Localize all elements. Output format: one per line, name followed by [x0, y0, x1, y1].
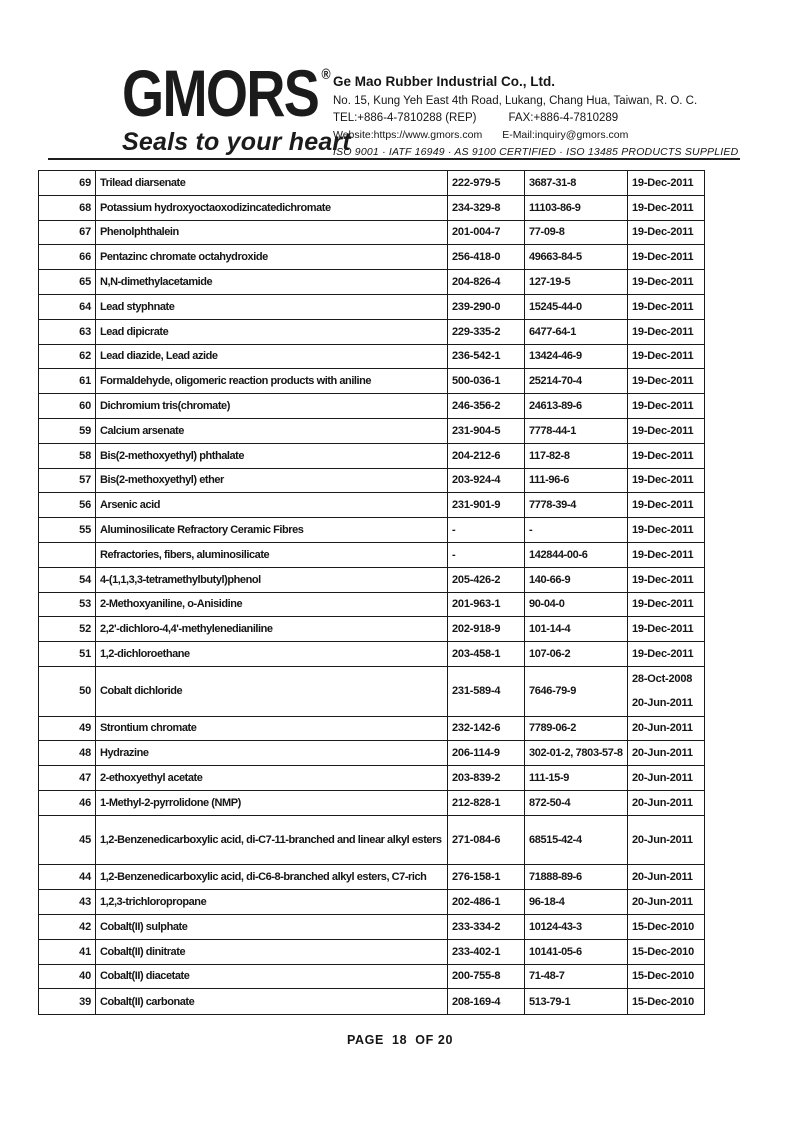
substance-name-cell: Calcium arsenate	[95, 419, 447, 443]
date-cell	[627, 915, 704, 939]
date-value: 15-Dec-2010	[632, 920, 695, 933]
substance-name-cell: Formaldehyde, oligomeric reaction products with aniline	[95, 369, 447, 393]
ec-number-cell: 239-290-0	[447, 295, 524, 319]
ec-number-cell: 201-963-1	[447, 593, 524, 617]
substance-name-cell: 1,2,3-trichloropropane	[95, 890, 447, 914]
cas-number-cell: 71888-89-6	[524, 865, 627, 889]
row-number-cell: 40	[79, 970, 91, 983]
date-cell	[627, 493, 704, 517]
cas-number-cell: 68515-42-4	[524, 816, 627, 865]
substance-name-cell: 2-Methoxyaniline, o-Anisidine	[95, 593, 447, 617]
table-row	[39, 717, 704, 742]
row-number-cell: 60	[79, 400, 91, 413]
ec-number-cell: 201-004-7	[447, 221, 524, 245]
cas-number-cell: 7778-39-4	[524, 493, 627, 517]
company-website: Website:https://www.gmors.com	[333, 129, 483, 141]
table-row	[39, 419, 704, 444]
date-value: 19-Dec-2011	[632, 499, 694, 512]
row-number-cell: 48	[79, 747, 91, 760]
date-value: 19-Dec-2011	[632, 548, 694, 561]
table-row	[39, 940, 704, 965]
date-cell	[627, 444, 704, 468]
date-cell	[627, 394, 704, 418]
date-cell	[627, 295, 704, 319]
cas-number-cell: 107-06-2	[524, 642, 627, 666]
cas-number-cell: 49663-84-5	[524, 245, 627, 269]
ec-number-cell: 233-402-1	[447, 940, 524, 964]
ec-number-cell: -	[447, 543, 524, 567]
ec-number-cell: 229-335-2	[447, 320, 524, 344]
substance-name-cell: Bis(2-methoxyethyl) ether	[95, 469, 447, 493]
substance-name-cell: Cobalt(II) sulphate	[95, 915, 447, 939]
table-row	[39, 444, 704, 469]
date-value: 19-Dec-2011	[632, 474, 694, 487]
date-cell	[627, 196, 704, 220]
cas-number-cell: 127-19-5	[524, 270, 627, 294]
substance-name-cell: Phenolphthalein	[95, 221, 447, 245]
table-row	[39, 171, 704, 196]
date-cell	[627, 419, 704, 443]
date-value: 20-Jun-2011	[632, 747, 693, 760]
company-fax: FAX:+886-4-7810289	[508, 112, 619, 124]
date-value: 19-Dec-2011	[632, 226, 694, 239]
date-cell	[627, 791, 704, 815]
substance-name-cell: N,N-dimethylacetamide	[95, 270, 447, 294]
company-address: No. 15, Kung Yeh East 4th Road, Lukang, Chang Hua, Taiwan, R. O. C.	[333, 95, 698, 107]
ec-number-cell: 271-084-6	[447, 816, 524, 865]
date-value: 19-Dec-2011	[632, 300, 694, 313]
company-email: E-Mail:inquiry@gmors.com	[502, 129, 629, 141]
cas-number-cell: 7646-79-9	[524, 667, 627, 716]
row-number-cell: 46	[79, 796, 91, 809]
ec-number-cell: 231-589-4	[447, 667, 524, 716]
date-cell	[627, 221, 704, 245]
ec-number-cell: 203-924-4	[447, 469, 524, 493]
table-row	[39, 221, 704, 246]
date-value: 19-Dec-2011	[632, 375, 694, 388]
date-value: 19-Dec-2011	[632, 400, 694, 413]
substance-name-cell: Hydrazine	[95, 741, 447, 765]
cas-number-cell: 111-15-9	[524, 766, 627, 790]
cas-number-cell: 872-50-4	[524, 791, 627, 815]
logo-wordmark-row	[122, 56, 331, 130]
company-contact-line	[333, 112, 733, 124]
row-number-cell: 63	[79, 325, 91, 338]
date-cell	[627, 543, 704, 567]
date-cell	[627, 940, 704, 964]
date-cell	[627, 568, 704, 592]
row-number-cell: 59	[79, 424, 91, 437]
date-cell	[627, 245, 704, 269]
date-value: 19-Dec-2011	[632, 251, 694, 264]
date-value: 19-Dec-2011	[632, 524, 694, 537]
date-value: 20-Jun-2011	[632, 697, 693, 710]
table-row	[39, 642, 704, 667]
ec-number-cell: 204-826-4	[447, 270, 524, 294]
substance-name-cell: 2-ethoxyethyl acetate	[95, 766, 447, 790]
date-value: 19-Dec-2011	[632, 176, 694, 189]
substance-name-cell: 2,2'-dichloro-4,4'-methylenedianiline	[95, 617, 447, 641]
date-value: 20-Jun-2011	[632, 871, 693, 884]
row-number-cell: 55	[79, 524, 91, 537]
cas-number-cell: 140-66-9	[524, 568, 627, 592]
date-cell	[627, 171, 704, 195]
date-value: 15-Dec-2010	[632, 995, 695, 1008]
date-cell	[627, 345, 704, 369]
table-row	[39, 890, 704, 915]
table-row	[39, 617, 704, 642]
cas-number-cell: 90-04-0	[524, 593, 627, 617]
date-cell	[627, 766, 704, 790]
substance-name-cell: 1,2-dichloroethane	[95, 642, 447, 666]
date-value: 19-Dec-2011	[632, 424, 694, 437]
cas-number-cell: 7778-44-1	[524, 419, 627, 443]
date-cell	[627, 741, 704, 765]
row-number-cell: 44	[79, 871, 91, 884]
date-value: 19-Dec-2011	[632, 276, 694, 289]
date-value: 19-Dec-2011	[632, 350, 694, 363]
ec-number-cell: 203-839-2	[447, 766, 524, 790]
cas-number-cell: 117-82-8	[524, 444, 627, 468]
cas-number-cell: 25214-70-4	[524, 369, 627, 393]
table-row	[39, 394, 704, 419]
ec-number-cell: 205-426-2	[447, 568, 524, 592]
cas-number-cell: 11103-86-9	[524, 196, 627, 220]
date-value: 19-Dec-2011	[632, 449, 694, 462]
substance-name-cell: 1,2-Benzenedicarboxylic acid, di-C6-8-branched alkyl esters, C7-rich	[95, 865, 447, 889]
date-value: 19-Dec-2011	[632, 648, 694, 661]
substance-name-cell: 1-Methyl-2-pyrrolidone (NMP)	[95, 791, 447, 815]
date-value: 20-Jun-2011	[632, 772, 693, 785]
substance-name-cell: Strontium chromate	[95, 717, 447, 741]
row-number-cell: 50	[79, 685, 91, 698]
row-number-cell: 51	[79, 648, 91, 661]
row-number-cell: 57	[79, 474, 91, 487]
cas-number-cell: 24613-89-6	[524, 394, 627, 418]
row-number-cell: 39	[79, 995, 91, 1008]
substance-name-cell: Refractories, fibers, aluminosilicate	[95, 543, 447, 567]
table-row	[39, 345, 704, 370]
company-certifications: ISO 9001 · IATF 16949 · AS 9100 CERTIFIED · ISO 13485 PRODUCTS SUPPLIED	[333, 146, 739, 158]
ec-number-cell: 202-918-9	[447, 617, 524, 641]
cas-number-cell: 111-96-6	[524, 469, 627, 493]
registered-trademark-icon: ®	[321, 66, 331, 83]
company-info	[333, 74, 739, 158]
company-name: Ge Mao Rubber Industrial Co., Ltd.	[333, 74, 556, 89]
date-cell	[627, 816, 704, 865]
date-value: 20-Jun-2011	[632, 796, 693, 809]
cas-number-cell: 513-79-1	[524, 989, 627, 1014]
row-number-cell: 62	[79, 350, 91, 363]
row-number-cell: 42	[79, 920, 91, 933]
page-number: PAGE 18 OF 20	[346, 1033, 454, 1047]
date-cell	[627, 518, 704, 542]
table-row	[39, 989, 704, 1014]
substance-name-cell: Arsenic acid	[95, 493, 447, 517]
row-number-cell: 64	[79, 300, 91, 313]
company-web-line	[333, 129, 733, 141]
cas-number-cell: 101-14-4	[524, 617, 627, 641]
substance-name-cell: Dichromium tris(chromate)	[95, 394, 447, 418]
cas-number-cell: 302-01-2, 7803-57-8	[524, 741, 627, 765]
substance-name-cell: Aluminosilicate Refractory Ceramic Fibres	[95, 518, 447, 542]
table-row	[39, 295, 704, 320]
ec-number-cell: 206-114-9	[447, 741, 524, 765]
date-cell	[627, 270, 704, 294]
date-value: 19-Dec-2011	[632, 623, 694, 636]
date-cell	[627, 369, 704, 393]
row-number-cell: 53	[79, 598, 91, 611]
table-row	[39, 493, 704, 518]
table-row	[39, 593, 704, 618]
table-row	[39, 518, 704, 543]
date-value: 28-Oct-2008	[632, 673, 693, 686]
date-value: 19-Dec-2011	[632, 598, 694, 611]
date-cell	[627, 667, 704, 716]
row-number-cell: 43	[79, 896, 91, 908]
table-row	[39, 865, 704, 890]
ec-number-cell: 208-169-4	[447, 989, 524, 1014]
row-number-cell: 56	[79, 499, 91, 512]
substance-name-cell: Pentazinc chromate octahydroxide	[95, 245, 447, 269]
row-number-cell: 67	[79, 226, 91, 239]
date-cell	[627, 320, 704, 344]
row-number-cell: 65	[79, 276, 91, 289]
substance-name-cell: Potassium hydroxyoctaoxodizincatedichromate	[95, 196, 447, 220]
ec-number-cell: 236-542-1	[447, 345, 524, 369]
substance-table	[38, 170, 705, 1015]
date-cell	[627, 890, 704, 914]
cas-number-cell: 71-48-7	[524, 965, 627, 989]
ec-number-cell: 500-036-1	[447, 369, 524, 393]
date-cell	[627, 989, 704, 1014]
cas-number-cell: 10141-05-6	[524, 940, 627, 964]
cas-number-cell: 142844-00-6	[524, 543, 627, 567]
substance-name-cell: Bis(2-methoxyethyl) phthalate	[95, 444, 447, 468]
substance-name-cell: Cobalt(II) carbonate	[95, 989, 447, 1014]
row-number-cell: 61	[79, 375, 91, 388]
table-row	[39, 791, 704, 816]
table-row	[39, 196, 704, 221]
row-number-cell: 41	[79, 945, 91, 958]
ec-number-cell: 246-356-2	[447, 394, 524, 418]
date-cell	[627, 593, 704, 617]
date-value: 19-Dec-2011	[632, 325, 694, 338]
table-row	[39, 270, 704, 295]
date-value: 15-Dec-2010	[632, 970, 695, 983]
substance-name-cell: Trilead diarsenate	[95, 171, 447, 195]
row-number-cell: 49	[79, 722, 91, 735]
ec-number-cell: 202-486-1	[447, 890, 524, 914]
date-value: 20-Jun-2011	[632, 834, 693, 847]
row-number-cell: 45	[79, 834, 91, 847]
table-row	[39, 568, 704, 593]
table-row	[39, 741, 704, 766]
logo-wordmark: GMORS	[122, 56, 319, 130]
cas-number-cell: 15245-44-0	[524, 295, 627, 319]
table-row	[39, 965, 704, 990]
row-number-cell: 69	[79, 176, 91, 189]
ec-number-cell: 203-458-1	[447, 642, 524, 666]
company-tel: TEL:+886-4-7810288 (REP)	[333, 112, 477, 124]
table-row	[39, 915, 704, 940]
date-cell	[627, 642, 704, 666]
table-row	[39, 369, 704, 394]
ec-number-cell: 212-828-1	[447, 791, 524, 815]
substance-name-cell: Cobalt dichloride	[95, 667, 447, 716]
row-number-cell: 58	[79, 449, 91, 462]
substance-name-cell: 1,2-Benzenedicarboxylic acid, di-C7-11-branched and linear alkyl esters	[95, 816, 447, 865]
substance-name-cell: Cobalt(II) diacetate	[95, 965, 447, 989]
cas-number-cell: 3687-31-8	[524, 171, 627, 195]
table-row	[39, 816, 704, 866]
substance-name-cell: 4-(1,1,3,3-tetramethylbutyl)phenol	[95, 568, 447, 592]
ec-number-cell: 204-212-6	[447, 444, 524, 468]
date-cell	[627, 965, 704, 989]
date-cell	[627, 617, 704, 641]
cas-number-cell: 13424-46-9	[524, 345, 627, 369]
ec-number-cell: 256-418-0	[447, 245, 524, 269]
date-cell	[627, 469, 704, 493]
ec-number-cell: 231-904-5	[447, 419, 524, 443]
table-row	[39, 543, 704, 568]
cas-number-cell: 77-09-8	[524, 221, 627, 245]
date-cell	[627, 865, 704, 889]
substance-name-cell: Cobalt(II) dinitrate	[95, 940, 447, 964]
cas-number-cell: 10124-43-3	[524, 915, 627, 939]
cas-number-cell: -	[524, 518, 627, 542]
ec-number-cell: 200-755-8	[447, 965, 524, 989]
date-value: 19-Dec-2011	[632, 573, 694, 586]
ec-number-cell: 233-334-2	[447, 915, 524, 939]
ec-number-cell: 232-142-6	[447, 717, 524, 741]
date-cell	[627, 717, 704, 741]
row-number-cell: 66	[79, 251, 91, 264]
table-row	[39, 469, 704, 494]
date-value: 19-Dec-2011	[632, 201, 694, 214]
row-number-cell: 68	[79, 201, 91, 214]
ec-number-cell: 276-158-1	[447, 865, 524, 889]
cas-number-cell: 6477-64-1	[524, 320, 627, 344]
row-number-cell: 47	[79, 772, 91, 785]
cas-number-cell: 96-18-4	[524, 890, 627, 914]
table-row	[39, 320, 704, 345]
table-row	[39, 667, 704, 717]
substance-name-cell: Lead dipicrate	[95, 320, 447, 344]
cas-number-cell: 7789-06-2	[524, 717, 627, 741]
substance-name-cell: Lead styphnate	[95, 295, 447, 319]
table-row	[39, 766, 704, 791]
date-value: 20-Jun-2011	[632, 896, 693, 908]
row-number-cell: 52	[79, 623, 91, 636]
date-value: 20-Jun-2011	[632, 722, 693, 735]
ec-number-cell: 234-329-8	[447, 196, 524, 220]
row-number-cell: 54	[79, 573, 91, 586]
logo-tagline: Seals to your heart	[122, 127, 351, 156]
ec-number-cell: 231-901-9	[447, 493, 524, 517]
row-number-cell	[39, 543, 95, 567]
header-divider	[48, 158, 740, 160]
ec-number-cell: 222-979-5	[447, 171, 524, 195]
substance-name-cell: Lead diazide, Lead azide	[95, 345, 447, 369]
table-row	[39, 245, 704, 270]
ec-number-cell: -	[447, 518, 524, 542]
date-value: 15-Dec-2010	[632, 945, 695, 958]
